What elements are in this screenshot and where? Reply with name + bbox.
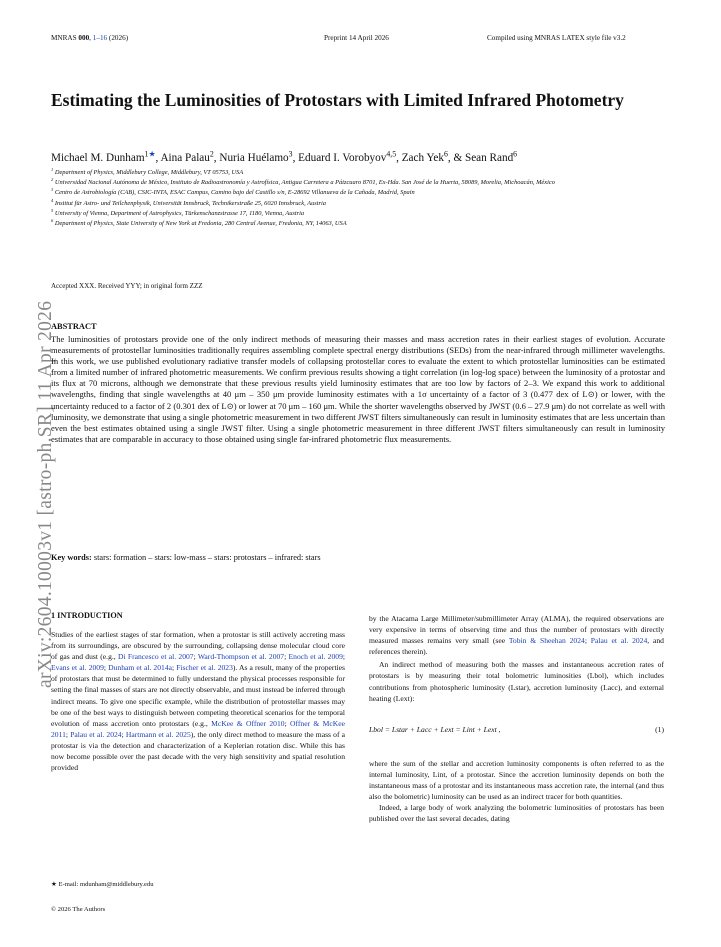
copyright: © 2026 The Authors	[51, 906, 106, 913]
affiliation-item	[51, 219, 681, 229]
column-left	[51, 629, 345, 773]
paper-title: Estimating the Luminosities of Protostars with Limited Infrared Photometry	[51, 90, 624, 110]
running-header-compiled: Compiled using MNRAS LATEX style file v3.2	[487, 34, 626, 42]
arxiv-id: arXiv:2604.10003v1 [astro-ph.SR] 11 Apr 2026	[35, 300, 56, 688]
affiliation-text: University of Vienna, Department of Astrophysics, Türkenschanzstrasse 17, 1180, Vienna, Austria	[53, 209, 305, 217]
affiliations	[51, 168, 681, 229]
keywords-list: stars: formation – stars: low-mass – stars: protostars – infrared: stars	[91, 553, 321, 562]
paragraph: Studies of the earliest stages of star formation, when a protostar is still actively accreting mass from its surroundings, are obscured by the surrounding, collapsing dense molecular cloud core of gas and dust (e.g., Di Francesco et al. 2007; Ward-Thompson et al. 2007; Enoch et al. 2009; Evans et al. 2009; Dunham et al. 2014a; Fischer et al. 2023). As a result, many of the properties of protostars that must be determined to fully understand the physical processes responsible for setting the final masses of stars are not directly observable, and must instead be inferred through indirect means. To give one specific example, while the distribution of protostellar masses may be one of the best ways to distinguish between competing theoretical scenarios for the temporal evolution of mass accretion onto protostars (e.g., McKee & Offner 2010; Offner & McKee 2011; Palau et al. 2024; Hartmann et al. 2025), the only direct method to measure the mass of a protostar is via the detection and characterization of a Keplerian rotation disc. While this has now become possible over the past decade with the very high sensitivity and spatial resolution provided	[51, 630, 346, 773]
affiliation-item	[51, 178, 681, 188]
affiliation-number: 1	[51, 166, 54, 172]
abstract-heading: ABSTRACT	[51, 322, 97, 331]
affiliation-text: Department of Physics, State University of New York at Fredonia, 280 Central Avenue, Fredonia, NY, 14063, USA	[53, 220, 347, 228]
citation-link[interactable]: Ward-Thompson et al. 2007	[197, 652, 285, 662]
column-right	[369, 613, 664, 824]
equation-block	[369, 704, 664, 758]
affiliation-number: 2	[51, 177, 54, 183]
equation: Lbol = Lstar + Lacc + Lext = Lint + Lext ,	[369, 724, 501, 734]
affiliation-item	[51, 199, 681, 209]
citation-link[interactable]: Palau et al. 2024	[590, 636, 648, 646]
citation-link[interactable]: Di Francesco et al. 2007	[117, 652, 194, 662]
affiliation-number: 5	[51, 207, 54, 213]
keywords-label: Key words:	[51, 553, 92, 562]
paragraph: Indeed, a large body of work analyzing the bolometric luminosities of protostars has been published over the last several decades, dating	[369, 803, 664, 824]
citation-link[interactable]: Dunham et al. 2014a	[108, 663, 172, 673]
affiliation-text: Institut für Astro- und Teilchenphysik, Universität Innsbruck, Technikerstraße 25, 6020 Innsbruck, Austria	[53, 199, 327, 207]
affiliation-text: Universidad Nacional Autónoma de México, Instituto de Radioastronomía y Astrofísica, Antigua Carretera a Pátzcuaro 8701, Ex-Hda. San José de la Huerta, 58089, Morelia, Michoacán, México	[53, 179, 555, 187]
paragraph: An indirect method of measuring both the masses and instantaneous accretion rates of protostars is by measuring their total bolometric luminosities (Lbol), which includes contributions from photospheric luminosity (Lstar), accretion luminosity (Lacc), and external heating (Lext):	[369, 660, 664, 703]
citation-link[interactable]: Hartmann et al. 2025	[125, 729, 191, 739]
arxiv-stamp	[13, 243, 55, 688]
paragraph: by the Atacama Large Millimeter/submillimeter Array (ALMA), the required observations are very expensive in terms of observing time and thus the number of protostars with directly measured masses remains very small (see Tobin & Sheehan 2024; Palau et al. 2024, and references therein).	[369, 614, 664, 657]
affiliation-text: Centro de Astrobiología (CAB), CSIC-INTA, ESAC Campus, Camino bajo del Castillo s/n, E-28692 Villanueva de la Cañada, Madrid, Spain	[53, 189, 415, 197]
accepted-line: Accepted XXX. Received YYY; in original form ZZZ	[51, 282, 203, 290]
paragraph: where the sum of the stellar and accretion luminosity components is often referred to as the internal luminosity, Lint, of a protostar. Since the accretion luminosity depends on both the instantaneous mass of a protostar and its instantaneous mass accretion rate, the internal (and thus also the bolometric) luminosity can be used as an indirect tracer for both quantities.	[369, 758, 664, 802]
pages-link[interactable]: 1–16	[92, 34, 108, 42]
affiliation-item	[51, 209, 681, 219]
citation-link[interactable]: Tobin & Sheehan 2024	[508, 636, 585, 646]
citation-link[interactable]: Enoch et al. 2009	[288, 652, 343, 662]
abstract-text: The luminosities of protostars provide one of the only indirect methods of measuring their masses and mass accretion rates in their earliest stages of evolution. Accurate measurements of protostellar luminosities traditionally requires assembling complete spectral energy distributions (SEDs) from the near-infrared through millimeter wavelengths. In this work, we use published evolutionary radiative transfer models of collapsing protostellar cores to evaluate the extent to which protostellar luminosities can be estimated from a limited number of infrared photometric measurements. We confirm previous results showing a tight correlation (in log-log space) between the luminosity of a protostar and its flux at 70 microns, although we demonstrate that these previous results yield luminosity estimates that are too low by factors of 2–3. We expand this work to additional wavelengths, finding that single wavelengths at 40 μm – 350 μm provide luminosity estimates with a 1σ uncertainty of a factor of 3 (0.477 dex of L⊙) or lower, with the uncertainty reduced to a factor of 2 (0.301 dex of L⊙) or lower at 70 μm – 160 μm. While the shorter wavelengths observed by JWST (0.6 – 27.9 μm) do not correlate as well with luminosity, we demonstrate that using a single photometric measurement in two different JWST filters simultaneously can result in luminosity estimates that are less uncertain than even the best estimates obtained using a single JWST filter. Using a single photometric measurement in three different JWST filters simultaneously can result in luminosity estimates that are comparable in accuracy to those obtained using single far-infrared photometric flux measurements.	[51, 334, 665, 444]
author-list: Michael M. Dunham$^{1★}$, Aina Palau$^2$, Nuria Huélamo$^3$, Eduard I. Vorobyov$^{4,5}$, Zach Yek$^6$, & Sean Rand$^6$	[51, 149, 518, 164]
affiliation-item	[51, 188, 681, 198]
footnote-email: ★ E-mail: mdunham@middlebury.edu	[51, 881, 154, 888]
equation-number: (1)	[655, 724, 664, 734]
running-header-journal: MNRAS 000, 1–16 (2026)	[51, 34, 129, 42]
running-header-preprint: Preprint 14 April 2026	[324, 34, 389, 42]
keywords	[51, 553, 321, 562]
affiliation-text: Department of Physics, Middlebury College, Middlebury, VT 05753, USA	[53, 169, 244, 176]
affiliation-item	[51, 168, 681, 178]
citation-link[interactable]: Evans et al. 2009	[51, 663, 104, 673]
citation-link[interactable]: Fischer et al. 2023	[176, 663, 233, 673]
citation-link[interactable]: Offner & McKee 2011	[51, 718, 346, 739]
affiliation-number: 4	[51, 197, 54, 203]
citation-link[interactable]: Palau et al. 2024	[70, 729, 122, 739]
affiliation-number: 6	[51, 217, 54, 223]
affiliation-number: 3	[51, 187, 54, 193]
citation-link[interactable]: McKee & Offner 2010	[211, 718, 285, 728]
section-heading-introduction: 1 INTRODUCTION	[51, 611, 123, 620]
